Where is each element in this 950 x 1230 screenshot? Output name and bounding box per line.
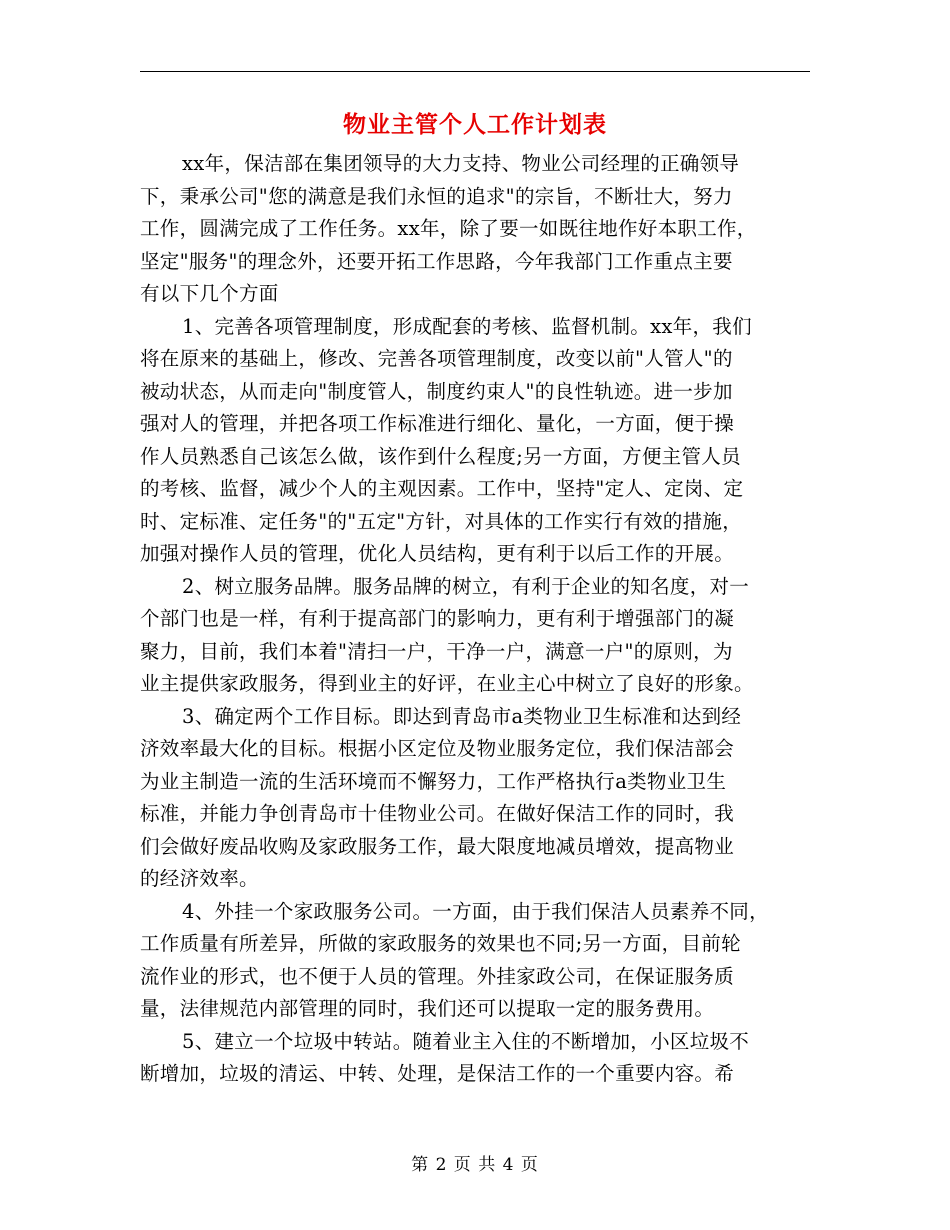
text-line: 个部门也是一样，有利于提高部门的影响力，更有利于增强部门的凝	[140, 607, 735, 630]
text-line: 流作业的形式，也不便于人员的管理。外挂家政公司，在保证服务质	[140, 964, 735, 988]
text-line: 下，秉承公司"您的满意是我们永恒的追求"的宗旨，不断壮大，努力	[140, 184, 733, 208]
text-line: 的经济效率。	[140, 867, 259, 890]
text-line: 1、完善各项管理制度，形成配套的考核、监督机制。xx年，我们	[182, 314, 752, 338]
text-line: 时、定标准、定任务"的"五定"方针，对具体的工作实行有效的措施，	[140, 509, 743, 533]
document-body	[140, 148, 810, 1091]
paragraph-item-2	[140, 571, 810, 701]
paragraph-item-5	[140, 1026, 810, 1091]
text-line: 济效率最大化的目标。根据小区定位及物业服务定位，我们保洁部会	[140, 737, 735, 760]
text-line: 聚力，目前，我们本着"清扫一户，干净一户，满意一户"的原则，为	[140, 639, 733, 663]
text-line: 量，法律规范内部管理的同时，我们还可以提取一定的服务费用。	[140, 997, 715, 1020]
text-line: 为业主制造一流的生活环境而不懈努力，工作严格执行a类物业卫生	[140, 769, 727, 793]
header-rule	[140, 71, 810, 72]
text-line: 作人员熟悉自己该怎么做，该作到什么程度;另一方面，方便主管人员	[140, 444, 741, 468]
text-line: 坚定"服务"的理念外，还要开拓工作思路，今年我部门工作重点主要	[140, 249, 733, 273]
text-line: 将在原来的基础上，修改、完善各项管理制度，改变以前"人管人"的	[140, 347, 733, 370]
text-line: 标准，并能力争创青岛市十佳物业公司。在做好保洁工作的同时，我	[140, 802, 735, 825]
text-line: 4、外挂一个家政服务公司。一方面，由于我们保洁人员素养不同，	[182, 899, 769, 923]
page-number: 第 2 页 共 4 页	[411, 1155, 539, 1175]
text-line: 工作质量有所差异，所做的家政服务的效果也不同;另一方面，目前轮	[140, 932, 741, 955]
paragraph-intro	[140, 148, 810, 311]
text-line: 的考核、监督，减少个人的主观因素。工作中，坚持"定人、定岗、定	[140, 477, 744, 500]
text-line: 断增加，垃圾的清运、中转、处理，是保洁工作的一个重要内容。希	[140, 1062, 735, 1085]
text-line: 3、确定两个工作目标。即达到青岛市a类物业卫生标准和达到经	[182, 704, 742, 728]
text-line: 强对人的管理，并把各项工作标准进行细化、量化，一方面，便于操	[140, 412, 735, 435]
paragraph-item-1	[140, 311, 810, 571]
text-line: 加强对操作人员的管理，优化人员结构，更有利于以后工作的开展。	[140, 542, 735, 565]
text-line: xx年，保洁部在集团领导的大力支持、物业公司经理的正确领导	[182, 152, 740, 175]
text-line: 有以下几个方面	[140, 282, 279, 305]
text-line: 业主提供家政服务，得到业主的好评，在业主心中树立了良好的形象。	[140, 672, 754, 695]
text-line: 工作，圆满完成了工作任务。xx年，除了要一如既往地作好本职工作，	[140, 217, 757, 240]
text-line: 2、树立服务品牌。服务品牌的树立，有利于企业的知名度，对一	[182, 574, 750, 598]
text-line: 被动状态，从而走向"制度管人，制度约束人"的良性轨迹。进一步加	[140, 379, 733, 403]
document-title: 物业主管个人工作计划表	[343, 112, 607, 138]
paragraph-item-3	[140, 701, 810, 896]
text-line: 们会做好废品收购及家政服务工作，最大限度地减员增效，提高物业	[140, 834, 735, 858]
paragraph-item-4	[140, 896, 810, 1026]
text-line: 5、建立一个垃圾中转站。随着业主入住的不断增加，小区垃圾不	[182, 1029, 750, 1053]
